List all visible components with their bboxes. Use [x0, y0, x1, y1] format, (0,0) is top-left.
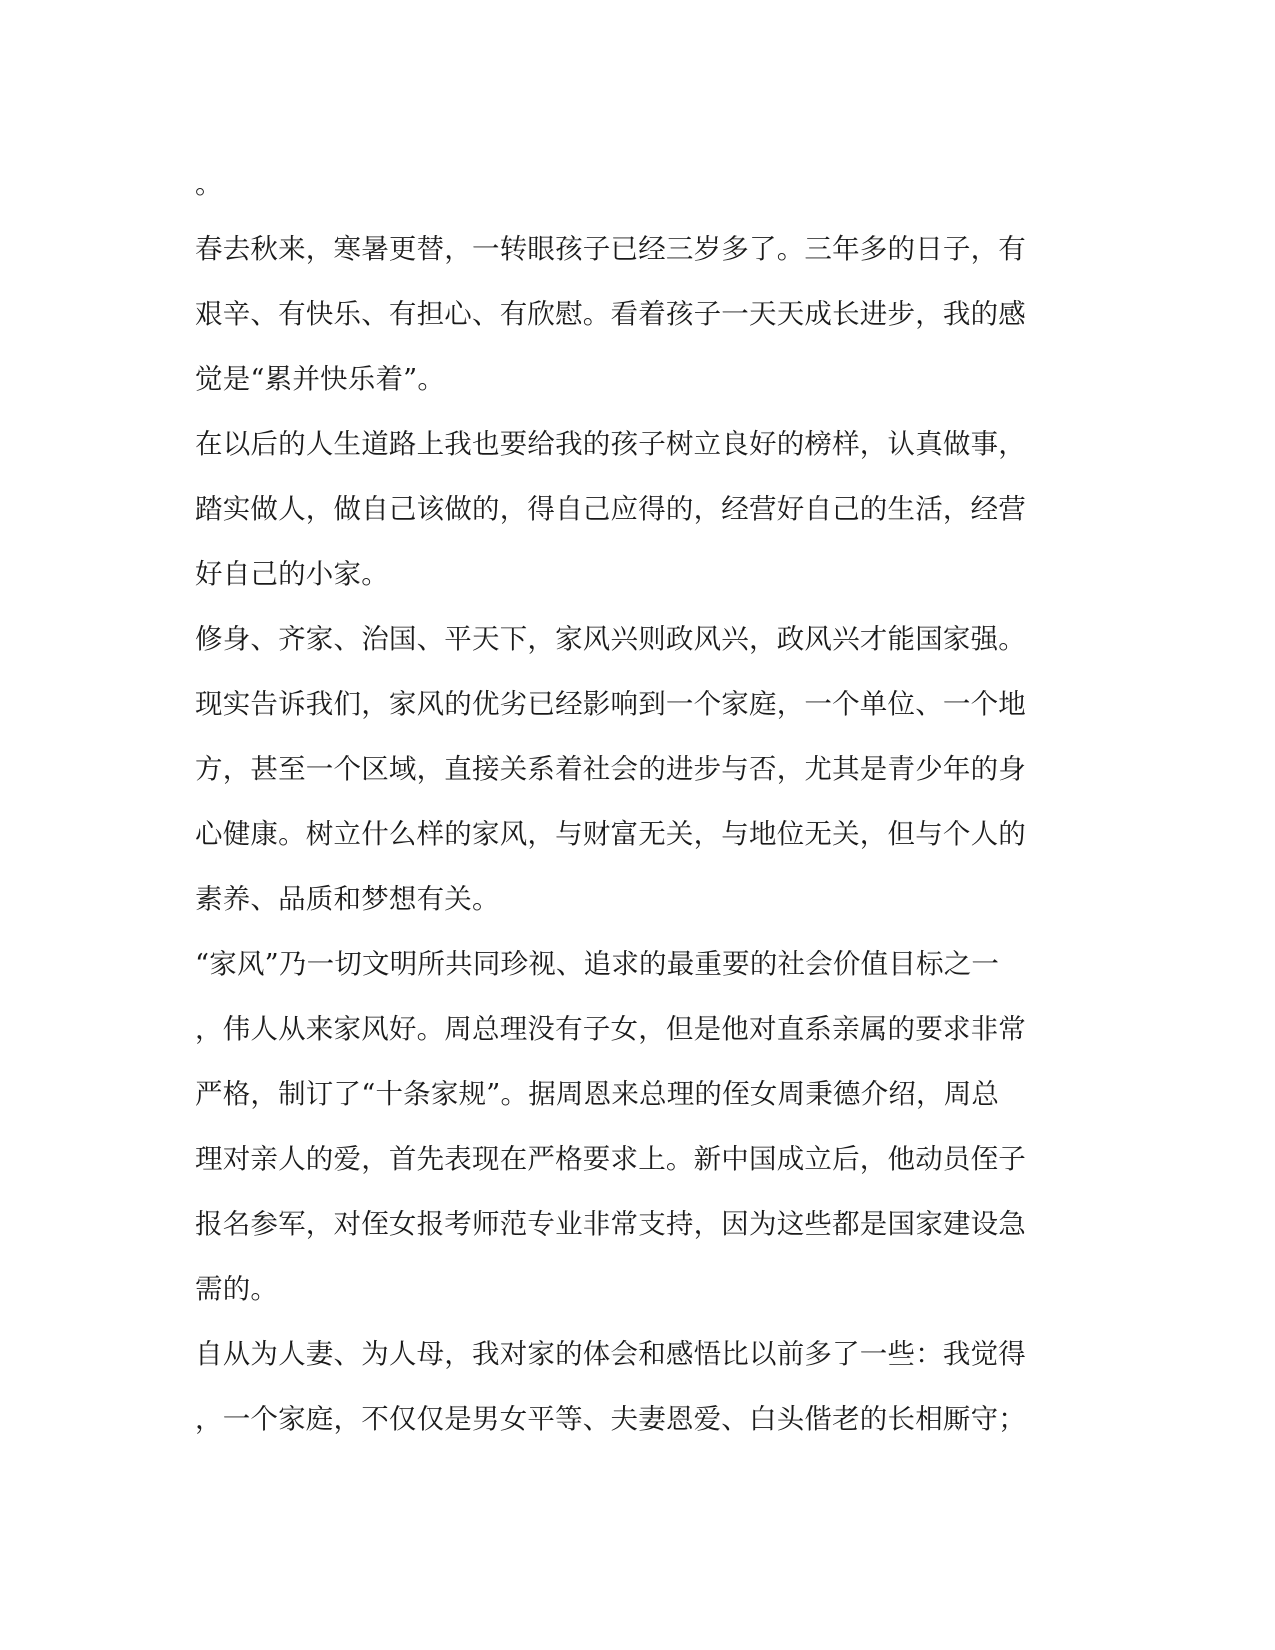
text-line: 春去秋来，寒暑更替，一转眼孩子已经三岁多了。三年多的日子，有	[195, 233, 1026, 265]
text-line: 现实告诉我们，家风的优劣已经影响到一个家庭，一个单位、一个地	[195, 688, 1026, 720]
text-line: 心健康。树立什么样的家风，与财富无关，与地位无关，但与个人的	[195, 818, 1026, 850]
text-line: ，一个家庭，不仅仅是男女平等、夫妻恩爱、白头偕老的长相厮守；	[195, 1403, 1026, 1435]
text-line: 素养、品质和梦想有关。	[195, 883, 500, 915]
text-line: 报名参军，对侄女报考师范专业非常支持，因为这些都是国家建设急	[195, 1208, 1026, 1240]
text-line: 在以后的人生道路上我也要给我的孩子树立良好的榜样，认真做事，	[195, 428, 1026, 460]
text-line: 自从为人妻、为人母，我对家的体会和感悟比以前多了一些：我觉得	[195, 1338, 1026, 1370]
text-line: 。	[195, 168, 223, 200]
text-line: 需的。	[195, 1273, 279, 1305]
body-text	[195, 152, 1075, 1452]
text-line: 理对亲人的爱，首先表现在严格要求上。新中国成立后，他动员侄子	[195, 1143, 1026, 1175]
text-line: “家风”乃一切文明所共同珍视、追求的最重要的社会价值目标之一	[195, 948, 1000, 980]
text-line: 艰辛、有快乐、有担心、有欣慰。看着孩子一天天成长进步，我的感	[195, 298, 1026, 330]
text-line: 好自己的小家。	[195, 558, 389, 590]
text-line: ，伟人从来家风好。周总理没有子女，但是他对直系亲属的要求非常	[195, 1013, 1026, 1045]
text-line: 方，甚至一个区域，直接关系着社会的进步与否，尤其是青少年的身	[195, 753, 1026, 785]
text-line: 严格，制订了“十条家规”。据周恩来总理的侄女周秉德介绍，周总	[195, 1078, 1000, 1110]
text-line: 修身、齐家、治国、平天下，家风兴则政风兴，政风兴才能国家强。	[195, 623, 1026, 655]
text-line: 踏实做人，做自己该做的，得自己应得的，经营好自己的生活，经营	[195, 493, 1026, 525]
text-line: 觉是“累并快乐着”。	[195, 363, 446, 395]
